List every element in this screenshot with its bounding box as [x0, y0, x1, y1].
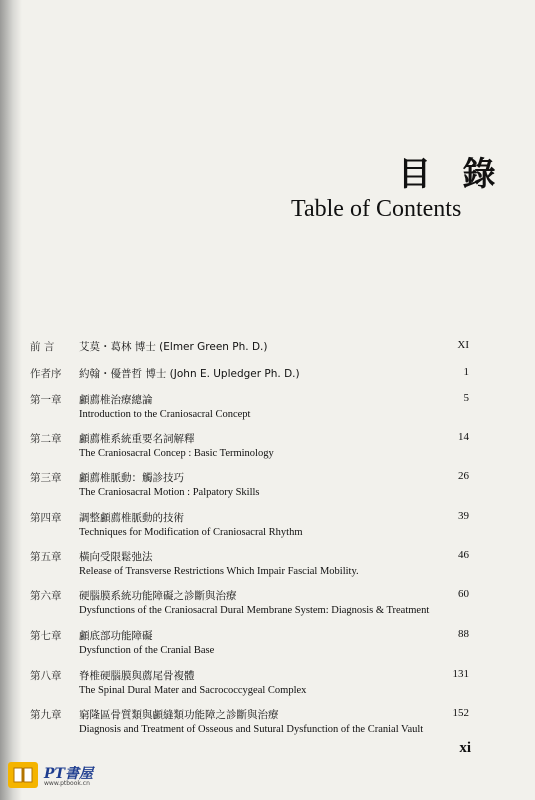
toc-page-number: 88 — [458, 628, 469, 640]
toc-chapter-label: 第一章 — [30, 394, 62, 406]
toc-title-en: The Craniosacral Concep : Basic Terminology — [79, 448, 274, 459]
toc-chapter-label: 第五章 — [30, 551, 62, 563]
toc-chapter-label: 作者序 — [30, 368, 62, 380]
toc-chapter-label: 第二章 — [30, 433, 62, 445]
toc-page-number: 26 — [458, 470, 469, 482]
toc-title-zh: 顱底部功能障礙 — [79, 630, 153, 642]
logo-text: PT書屋 — [44, 766, 93, 782]
page-title-chinese: 目 錄 — [398, 154, 506, 193]
toc-title-zh: 顱薦椎系統重要名詞解釋 — [79, 433, 195, 445]
toc-chapter-label: 第三章 — [30, 472, 62, 484]
toc-title-en: Diagnosis and Treatment of Osseous and Sutural Dysfunction of the Cranial Vault — [79, 724, 424, 735]
toc-title-zh: 約翰・優普哲 博士 (John E. Upledger Ph. D.) — [79, 368, 300, 380]
toc-page-number: 46 — [458, 549, 469, 561]
toc-chapter-label: 第六章 — [30, 590, 62, 602]
toc-page-number: 1 — [463, 366, 469, 378]
watermark-logo — [8, 762, 128, 792]
toc-title-en: The Craniosacral Motion : Palpatory Skills — [79, 487, 260, 498]
toc-chapter-label: 第四章 — [30, 512, 62, 524]
toc-page-number: 152 — [452, 707, 469, 719]
toc-page-number: 5 — [463, 392, 469, 404]
toc-title-zh: 窮隆區骨質類與顱縫類功能障之診斷與治療 — [79, 709, 279, 721]
toc-title-zh: 調整顱薦椎脈動的技術 — [79, 512, 184, 524]
toc-page-number: 60 — [458, 588, 469, 600]
book-icon — [8, 762, 38, 788]
toc-page-number: 39 — [458, 510, 469, 522]
toc-title-en: Introduction to the Craniosacral Concept — [79, 409, 251, 420]
toc-chapter-label: 第九章 — [30, 709, 62, 721]
logo-url: www.ptbook.cn — [44, 780, 90, 787]
toc-title-zh: 硬腦膜系統功能障礙之診斷與治療 — [79, 590, 237, 602]
toc-title-en: The Spinal Dural Mater and Sacrococcygeal Complex — [79, 685, 307, 696]
toc-page-number: 131 — [452, 668, 469, 680]
toc-page-number: 14 — [458, 431, 469, 443]
toc-page-number: XI — [457, 339, 469, 351]
toc-chapter-label: 第七章 — [30, 630, 62, 642]
toc-title-zh: 脊椎硬腦膜與薦尾骨複體 — [79, 670, 195, 682]
toc-title-en: Dysfunctions of the Craniosacral Dural Membrane System: Diagnosis & Treatment — [79, 605, 430, 616]
toc-title-zh: 艾莫・葛林 博士 (Elmer Green Ph. D.) — [79, 341, 268, 353]
toc-title-en: Release of Transverse Restrictions Which Impair Fascial Mobility. — [79, 566, 359, 577]
toc-title-zh: 顱薦椎治療總論 — [79, 394, 153, 406]
toc-title-zh: 橫向受限鬆弛法 — [79, 551, 153, 563]
toc-chapter-label: 前 言 — [30, 341, 55, 353]
toc-title-en: Techniques for Modification of Craniosacral Rhythm — [79, 527, 303, 538]
toc-title-zh: 顱薦椎脈動：觸診技巧 — [79, 472, 184, 484]
toc-chapter-label: 第八章 — [30, 670, 62, 682]
toc-title-en: Dysfunction of the Cranial Base — [79, 645, 215, 656]
page-title-english: Table of Contents — [291, 196, 462, 222]
page-folio: xi — [459, 740, 471, 756]
